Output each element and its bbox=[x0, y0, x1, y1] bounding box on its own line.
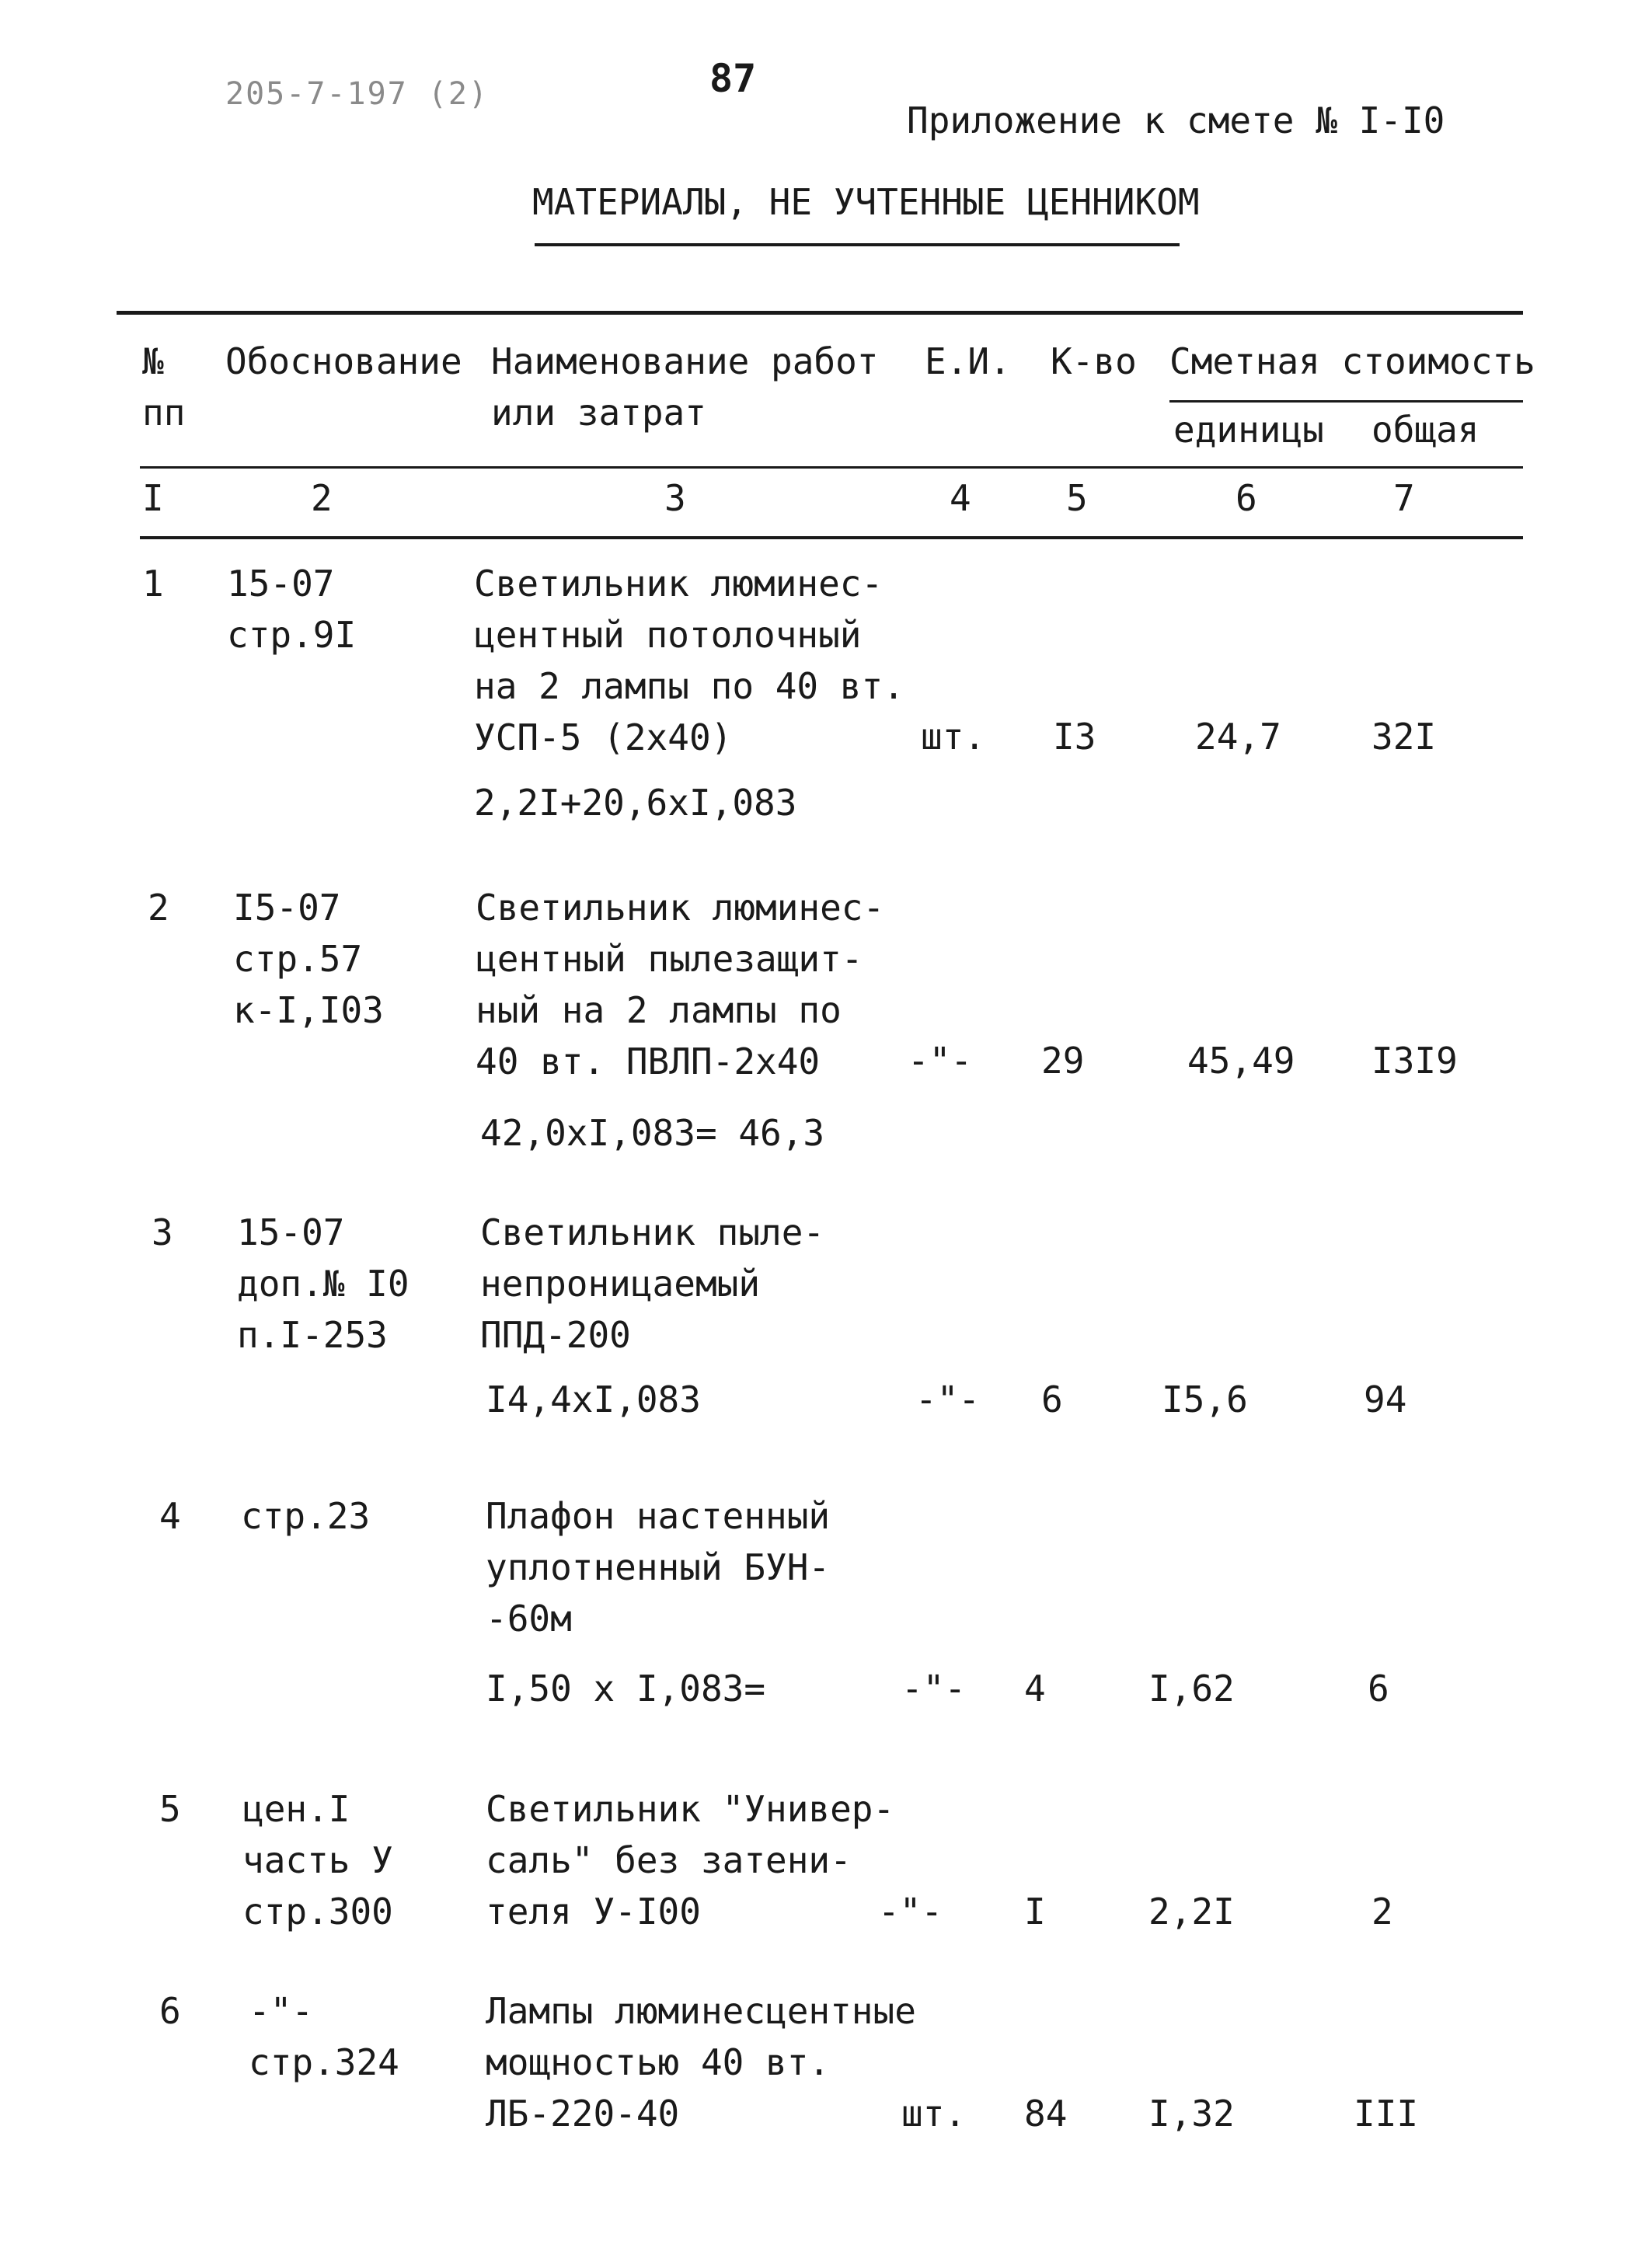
header-cost: Сметная стоимость bbox=[1169, 340, 1535, 382]
colnum-bottom-rule bbox=[140, 536, 1523, 539]
header-num: № пп bbox=[142, 340, 186, 434]
row-name: Светильник пыле- непроницаемый ППД-200 bbox=[480, 1211, 825, 1356]
row-total: I3I9 bbox=[1371, 1040, 1458, 1082]
row-qty: I3 bbox=[1053, 716, 1096, 758]
row-name: Светильник люминес- центный потолочный на 2 лампы по 40 вт. УСП-5 (2x40) bbox=[474, 563, 904, 758]
colnum-7: 7 bbox=[1393, 477, 1415, 519]
row-total: III bbox=[1354, 2093, 1419, 2135]
row-basis: 15-07 стр.9I bbox=[227, 563, 357, 656]
header-qty: К-во bbox=[1051, 340, 1137, 382]
row-qty: I bbox=[1024, 1891, 1046, 1933]
row-formula: I,50 x I,083= bbox=[486, 1668, 766, 1710]
row-unit: шт. bbox=[901, 2093, 967, 2135]
cost-header-rule bbox=[1169, 400, 1523, 403]
appendix-note: Приложение к смете № I-I0 bbox=[907, 99, 1445, 141]
row-qty: 84 bbox=[1024, 2093, 1068, 2135]
document-code: 205-7-197 (2) bbox=[225, 76, 490, 112]
row-price: I5,6 bbox=[1162, 1378, 1248, 1420]
row-unit: шт. bbox=[921, 716, 986, 758]
row-number: 6 bbox=[159, 1990, 181, 2032]
row-name: Светильник "Универ- саль" без затени- теля У-I00 bbox=[486, 1788, 895, 1933]
row-number: 3 bbox=[152, 1211, 173, 1253]
colnum-4: 4 bbox=[950, 477, 971, 519]
row-basis: 15-07 доп.№ I0 п.I-253 bbox=[237, 1211, 410, 1356]
row-unit: -"- bbox=[908, 1040, 973, 1082]
table-top-rule bbox=[117, 311, 1523, 315]
row-name: Плафон настенный уплотненный БУН- -60м bbox=[486, 1495, 831, 1640]
header-name: Наименование работ или затрат bbox=[491, 340, 879, 434]
row-name: Светильник люминес- центный пылезащит- ный на 2 лампы по 40 вт. ПВЛП-2x40 bbox=[476, 887, 885, 1082]
colnum-6: 6 bbox=[1236, 477, 1257, 519]
row-price: 24,7 bbox=[1195, 716, 1281, 758]
row-price: 2,2I bbox=[1148, 1891, 1235, 1933]
colnum-2: 2 bbox=[311, 477, 333, 519]
row-number: 4 bbox=[159, 1495, 181, 1537]
title-underline bbox=[535, 243, 1180, 246]
header-cost-unit: единицы bbox=[1173, 409, 1324, 451]
row-basis: цен.I часть У стр.300 bbox=[242, 1788, 393, 1933]
row-price: I,32 bbox=[1148, 2093, 1235, 2135]
page-title: МАТЕРИАЛЫ, НЕ УЧТЕННЫЕ ЦЕННИКОМ bbox=[532, 181, 1200, 223]
row-formula: 42,0xI,083= 46,3 bbox=[480, 1112, 825, 1154]
row-name: Лампы люминесцентные мощностью 40 вт. ЛБ-220-40 bbox=[486, 1990, 916, 2135]
row-total: 32I bbox=[1371, 716, 1437, 758]
row-formula: 2,2I+20,6xI,083 bbox=[474, 782, 797, 824]
row-total: 2 bbox=[1371, 1891, 1393, 1933]
row-number: 2 bbox=[148, 887, 169, 929]
row-qty: 29 bbox=[1041, 1040, 1085, 1082]
row-basis: I5-07 стр.57 к-I,I03 bbox=[233, 887, 384, 1031]
row-formula: I4,4xI,083 bbox=[486, 1378, 701, 1420]
row-qty: 4 bbox=[1024, 1668, 1046, 1710]
header-basis: Обоснование bbox=[225, 340, 462, 382]
row-qty: 6 bbox=[1041, 1378, 1063, 1420]
row-price: 45,49 bbox=[1187, 1040, 1295, 1082]
row-total: 94 bbox=[1364, 1378, 1407, 1420]
row-number: 5 bbox=[159, 1788, 181, 1830]
header-bottom-rule bbox=[140, 466, 1523, 469]
colnum-3: 3 bbox=[664, 477, 686, 519]
header-cost-total: общая bbox=[1371, 409, 1479, 451]
row-unit: -"- bbox=[878, 1891, 943, 1933]
row-unit: -"- bbox=[915, 1378, 981, 1420]
row-number: 1 bbox=[142, 563, 164, 605]
colnum-1: I bbox=[142, 477, 164, 519]
row-price: I,62 bbox=[1148, 1668, 1235, 1710]
row-basis: -"- стр.324 bbox=[249, 1990, 399, 2083]
page-number: 87 bbox=[709, 56, 757, 101]
row-total: 6 bbox=[1368, 1668, 1389, 1710]
row-basis: стр.23 bbox=[241, 1495, 371, 1537]
header-unit: Е.И. bbox=[925, 340, 1011, 382]
row-unit: -"- bbox=[901, 1668, 967, 1710]
colnum-5: 5 bbox=[1066, 477, 1088, 519]
